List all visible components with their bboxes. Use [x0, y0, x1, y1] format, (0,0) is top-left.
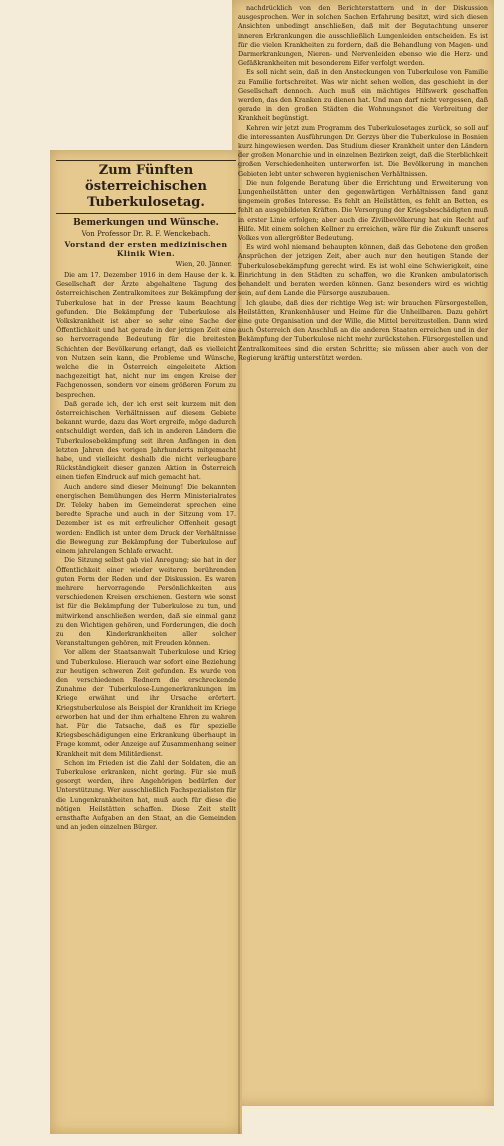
article-headline: Zum Fünften österreichischen Tuberkulosetag. [56, 160, 236, 214]
article-byline: Von Professor Dr. R. F. Wenckebach. [81, 230, 211, 238]
left-body-text [56, 271, 236, 832]
paragraph: Auch andere sind dieser Meinung! Die bekannten energischen Bemühungen des Herrn Ministerialrates Dr. Teleky haben im Gemeinderat sprechen eine beredte Sprache und auch in der Sitzung vom 17. Dezember ist es mit erfreulicher Offenheit gesagt worden: Endlich ist unter dem Druck der Verhältnisse die Bewegung zur Bekämpfung der Tuberkulose auf einem jahrelangen Schlafe erwacht. [56, 482, 236, 556]
paragraph: Ich glaube, daß dies der richtige Weg ist: wir brauchen Fürsorgestellen, Heilstätten, Krankenhäuser und Heime für die Unheilbaren. Dazu gehört eine gute Organisation und der Wille, die Mittel bereitzustellen. Dann wird auch Österreich den Anschluß an die anderen Staaten erreichen und in der Bekämpfung der Tuberkulose nicht mehr zurückstehen. Fürsorgestellen und Zentralkomitees sind die ersten Schritte; sie müssen aber auch von der Regierung kräftig unterstützt werden. [238, 298, 488, 362]
paragraph: Die am 17. Dezember 1916 in dem Hause der k. k. Gesellschaft der Ärzte abgehaltene Tagung des österreichischen Zentralkomitees zur Bekämpfung der Tuberkulose hat in der Presse kaum Beachtung gefunden. Die Bekämpfung der Tuberkulose als Volkskrankheit ist aber so sehr eine Sache der Öffentlichkeit und hat gerade in der jetzigen Zeit eine so hervorragende Bedeutung für die breitesten Schichten der Bevölkerung erlangt, daß es vielleicht von Nutzen sein kann, die Probleme und Wünsche, welche die in Österreich eingeleitete Aktion nachgezeitigt hat, nicht nur im engen Kreise der Fachgenossen, sondern vor einem größeren Forum zu besprechen. [56, 271, 236, 399]
paragraph: Vor allem der Staatsanwalt Tuberkulose und Krieg und Tuberkulose. Hierauch war sofort eine Beziehung zur heutigen schweren Zeit gefunden. Es wurde von den verschiedenen Rednern die erschreckende Zunahme der Tuberkulose-Lungenerkrankungen im Kriege erwähnt und ihr Ursache erörtert. Kriegstuberkulose als Beispiel der Krankheit im Kriege erworben hat und der ihm erhaltene Ehren zu wahren hat. Für die Tatsache, daß es für spezielle Kriegsbeschädigungen eine Erkrankung überhaupt in Frage kommt, oder Anzeige auf Zusammenhang seiner Krankheit mit dem Militärdienst. [56, 648, 236, 758]
right-column [236, 4, 490, 1102]
left-column [54, 154, 238, 1130]
paragraph: Es wird wohl niemand behaupten können, daß das Gebotene den großen Ansprüchen der jetzigen Zeit, aber auch nur den heutigen Stande der Tuberkulosebekämpfung gerecht wird. Es ist wohl eine Schwierigkeit, eine Einrichtung in den Städten zu schaffen, wo die Kranken ambulatorisch behandelt und beraten werden können. Ganz besonders wird es wichtig sein, auf dem Lande die Fürsorge auszubauen. [238, 243, 488, 298]
paragraph: Daß gerade ich, der ich erst seit kurzem mit den österreichischen Verhältnissen auf diesem Gebiete bekannt wurde, dazu das Wort ergreife, möge dadurch entschuldigt werden, daß ich in anderen Ländern die Tuberkulosebekämpfung seit ihren Anfängen in den letzten Jahren des vorigen Jahrhunderts mitgemacht habe, und vielleicht deshalb die nicht verleugbare Rückständigkeit dieser ganzen Aktion in Österreich einen tiefen Eindruck auf mich gemacht hat. [56, 399, 236, 482]
paragraph: Kehren wir jetzt zum Programm des Tuberkulosetages zurück, so soll auf die interessanten Ausführungen Dr. Gerzys über die Tuberkulose in Bosnien kurz hingewiesen werden. Das Studium dieser Krankheit unter den Ländern der großen Monarchie und in einzelnen Bezirken zeigt, daß die Sterblichkeit großen Verschiedenheiten unterworfen ist. Die Bevölkerung in manchen Gebieten lebt unter schweren hygienischen Verhältnissen. [238, 123, 488, 178]
article-dateline: Wien, 20. Jänner. [175, 260, 232, 268]
paragraph: Schon im Frieden ist die Zahl der Soldaten, die an Tuberkulose erkranken, nicht gering. Für sie muß gesorgt werden, ihre Angehörigen bedürfen der Unterstützung. Wer ausschließlich Fachspezialisten für die Lungenkrankheiten hat, muß auch für diese die nötigen Heilstätten schaffen. Diese Zeit stellt ernsthafte Aufgaben an den Staat, an die Gemeinden und an jeden einzelnen Bürger. [56, 758, 236, 832]
article-institution: Vorstand der ersten medizinischen Klinik Wien. [64, 240, 228, 258]
article-subheadline: Bemerkungen und Wünsche. [73, 218, 219, 228]
paragraph: Die Sitzung selbst gab viel Anregung; sie hat in der Öffentlichkeit einer wieder weiteren berührenden guten Form der Reden und der Diskussion. Es waren mehrere hervorragende Persönlichkeiten aus verschiedenen Kreisen erschienen. Gestern wie sonst ist für die Bekämpfung der Tuberkulose zu tun, und mitwirkend anschließen werden, daß sie einmal ganz zu den Wichtigen gehören, und Forderungen, die doch zu den Kinderkrankheiten aller solcher Veranstaltungen gehören, mit Freuden können. [56, 556, 236, 648]
paragraph: nachdrücklich von den Berichterstattern und in der Diskussion ausgesprochen. Wer in solchen Sachen Erfahrung besitzt, wird sich diesen Ansichten unbedingt anschließen, daß mit der Begutachtung unserer inneren Erkrankungen die ausschließlich Lungenleiden entscheiden. Es ist für die vielen Krankheiten zu fordern, daß die Behandlung von Magen- und Darmerkrankungen, Nieren- und Nervenleiden ebenso wie die Herz- und Gefäßkrankheiten mit besonderem Eifer verfolgt werden. [238, 4, 488, 68]
right-body-text [238, 4, 488, 363]
paragraph: Die nun folgende Beratung über die Errichtung und Erweiterung von Lungenheilstätten unter den gegenwärtigen Verhältnissen fand ganz ungemein großes Interesse. Es fehlt an Heilstätten, es fehlt an Betten, es fehlt an ausgebildeten Kräften. Die Versorgung der Kriegsbeschädigten muß in erster Linie erfolgen; aber auch die Zivilbevölkerung hat ein Recht auf Hilfe. Mit einem solchen Kellner zu erreichen, wäre für die Zukunft unseres Volkes von allergrößter Bedeutung. [238, 178, 488, 243]
paragraph: Es soll nicht sein, daß in den Ansteckungen von Tuberkulose von Familie zu Familie fortschreitet. Was wir nicht sehen wollen, das geschieht in der Gesellschaft dennoch. Auch muß ein mächtiges Hilfswerk geschaffen werden, das den Kranken zu dienen hat. Und man darf nicht vergessen, daß gerade in den großen Städten die Wohnungsnot die Verbreitung der Krankheit begünstigt. [238, 68, 488, 123]
